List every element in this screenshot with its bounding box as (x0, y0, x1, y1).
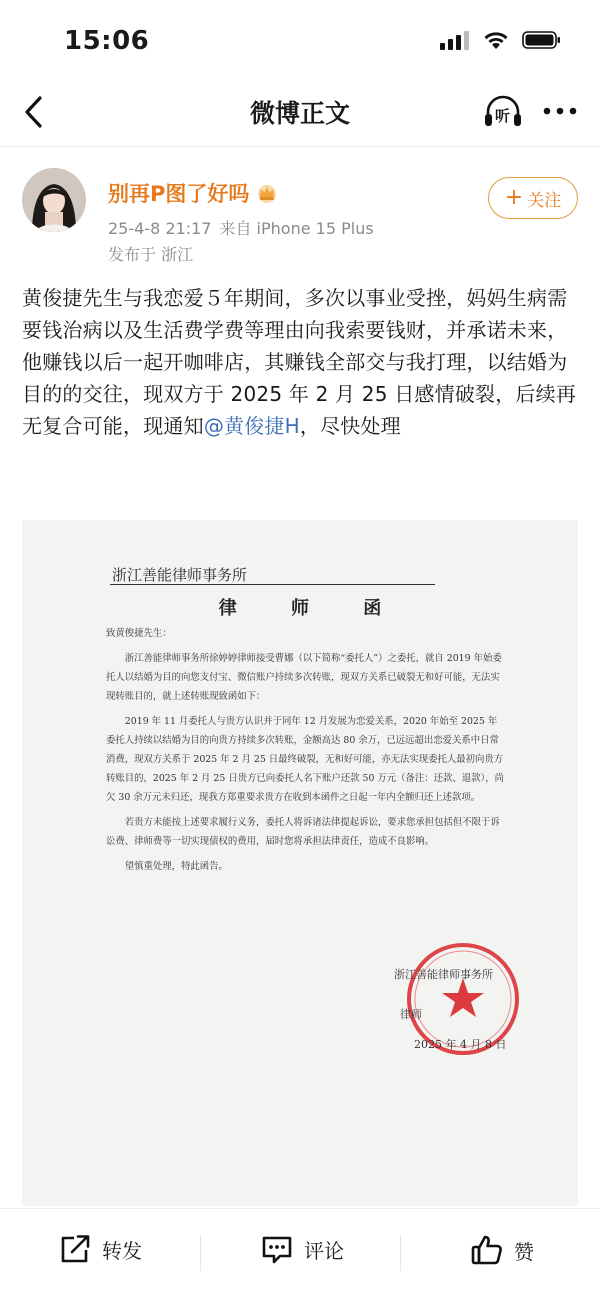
like-button[interactable] (470, 1233, 534, 1267)
plus-icon: + (504, 185, 524, 210)
action-separator (400, 1235, 401, 1271)
battery-icon (522, 30, 562, 50)
status-bar (0, 0, 600, 82)
post-text (22, 282, 582, 442)
cellular-signal-icon (440, 30, 470, 50)
letter-date: 2025 年 4 月 8 日 (414, 1038, 507, 1051)
status-time: 15:06 (64, 26, 150, 56)
listen-label: 听 (495, 107, 511, 125)
avatar-portrait-icon (22, 168, 86, 232)
repost-label: 转发 (102, 1238, 142, 1263)
letter-body (106, 624, 506, 882)
avatar[interactable] (22, 168, 86, 232)
username-row (108, 178, 279, 208)
letter-signature-firm: 浙江善能律师事务所 (394, 968, 493, 981)
post-meta (108, 216, 382, 239)
repost-button[interactable] (58, 1233, 142, 1265)
header-divider (0, 146, 600, 147)
ellipsis-icon (540, 96, 580, 126)
letter-paragraph: 2019 年 11 月委托人与贵方认识并于同年 12 月发展为恋爱关系，2020 年始至 2025 年委托人持续以结婚为目的向贵方持续多次转账，金额高达 80 余万，已远远超出恋爱关系中日常消费，现双方关系于 2025 年 2 月 25 日最终破裂，无和好可能，亦无法实现委托人最初向贵方转账目的，2025 年 2 月 25 日贵方已向委托人名下账户还款 50 万元（备注：还款、退款），尚欠 30 余万元未归还，现我方郑重要求贵方在收到本函件之日起一年内全额归还上述款项。 (106, 716, 504, 803)
wifi-icon (482, 30, 510, 50)
more-button[interactable] (540, 96, 580, 126)
letter-salutation: 致黄俊捷先生： (106, 628, 172, 639)
repost-icon (58, 1233, 92, 1265)
lawyer-letter-image[interactable] (22, 520, 578, 1206)
letter-paragraph: 浙江善能律师事务所徐婷婷律师接受曹娜（以下简称“委托人”）之委托，就自 2019 年始委托人以结婚为目的向您支付宝、微信账户持续多次转账，现双方关系已破裂无和好可能，无法实现转账目的，就上述转账现致函如下： (106, 653, 502, 702)
post-text-tail: ，尽快处理 (299, 414, 401, 438)
letter-title: 律 师 函 (218, 598, 406, 619)
comment-icon (260, 1233, 294, 1265)
status-icons (440, 30, 562, 50)
listen-button[interactable] (482, 94, 524, 130)
letter-firm-header: 浙江善能律师事务所 (112, 566, 248, 584)
thumbs-up-icon (470, 1233, 504, 1267)
letter-paragraph: 若贵方未能按上述要求履行义务，委托人将诉诸法律提起诉讼，要求您承担包括但不限于诉讼费、律师费等一切实现债权的费用，届时您将承担法律责任，造成不良影响。 (106, 817, 500, 847)
letter-paragraph: 望慎重处理，特此函告。 (124, 861, 228, 872)
post-location: 发布于 浙江 (108, 245, 194, 264)
bottom-action-bar (0, 1208, 600, 1298)
letter-header-underline (110, 584, 435, 585)
post-source: 来自 iPhone 15 Plus (219, 219, 374, 238)
follow-label: 关注 (527, 190, 562, 211)
like-label: 赞 (514, 1239, 534, 1264)
post-text-main: 黄俊捷先生与我恋爱５年期间，多次以事业受挫，妈妈生病需要钱治病以及生活费学费等理由向我索要钱财，并承诺未来，他赚钱以后一起开咖啡店，其赚钱全部交与我打理，以结婚为目的的交往，现双方于 2025 年 2 月 25 日感情破裂，后续再无复合可能，现通知 (22, 286, 577, 438)
comment-label: 评论 (304, 1238, 344, 1263)
action-separator (200, 1235, 201, 1271)
crown-badge-icon[interactable] (255, 182, 279, 204)
post-date: 25-4-8 21:17 (108, 219, 212, 238)
comment-button[interactable] (260, 1233, 344, 1265)
follow-button[interactable] (488, 177, 578, 219)
mention-link[interactable]: @黄俊捷H (203, 414, 300, 438)
page-title: 微博正文 (249, 99, 350, 128)
letter-signature-lawyer: 律师 (400, 1008, 422, 1021)
nav-bar (0, 82, 600, 140)
username[interactable]: 别再P图了好吗 (108, 182, 250, 206)
